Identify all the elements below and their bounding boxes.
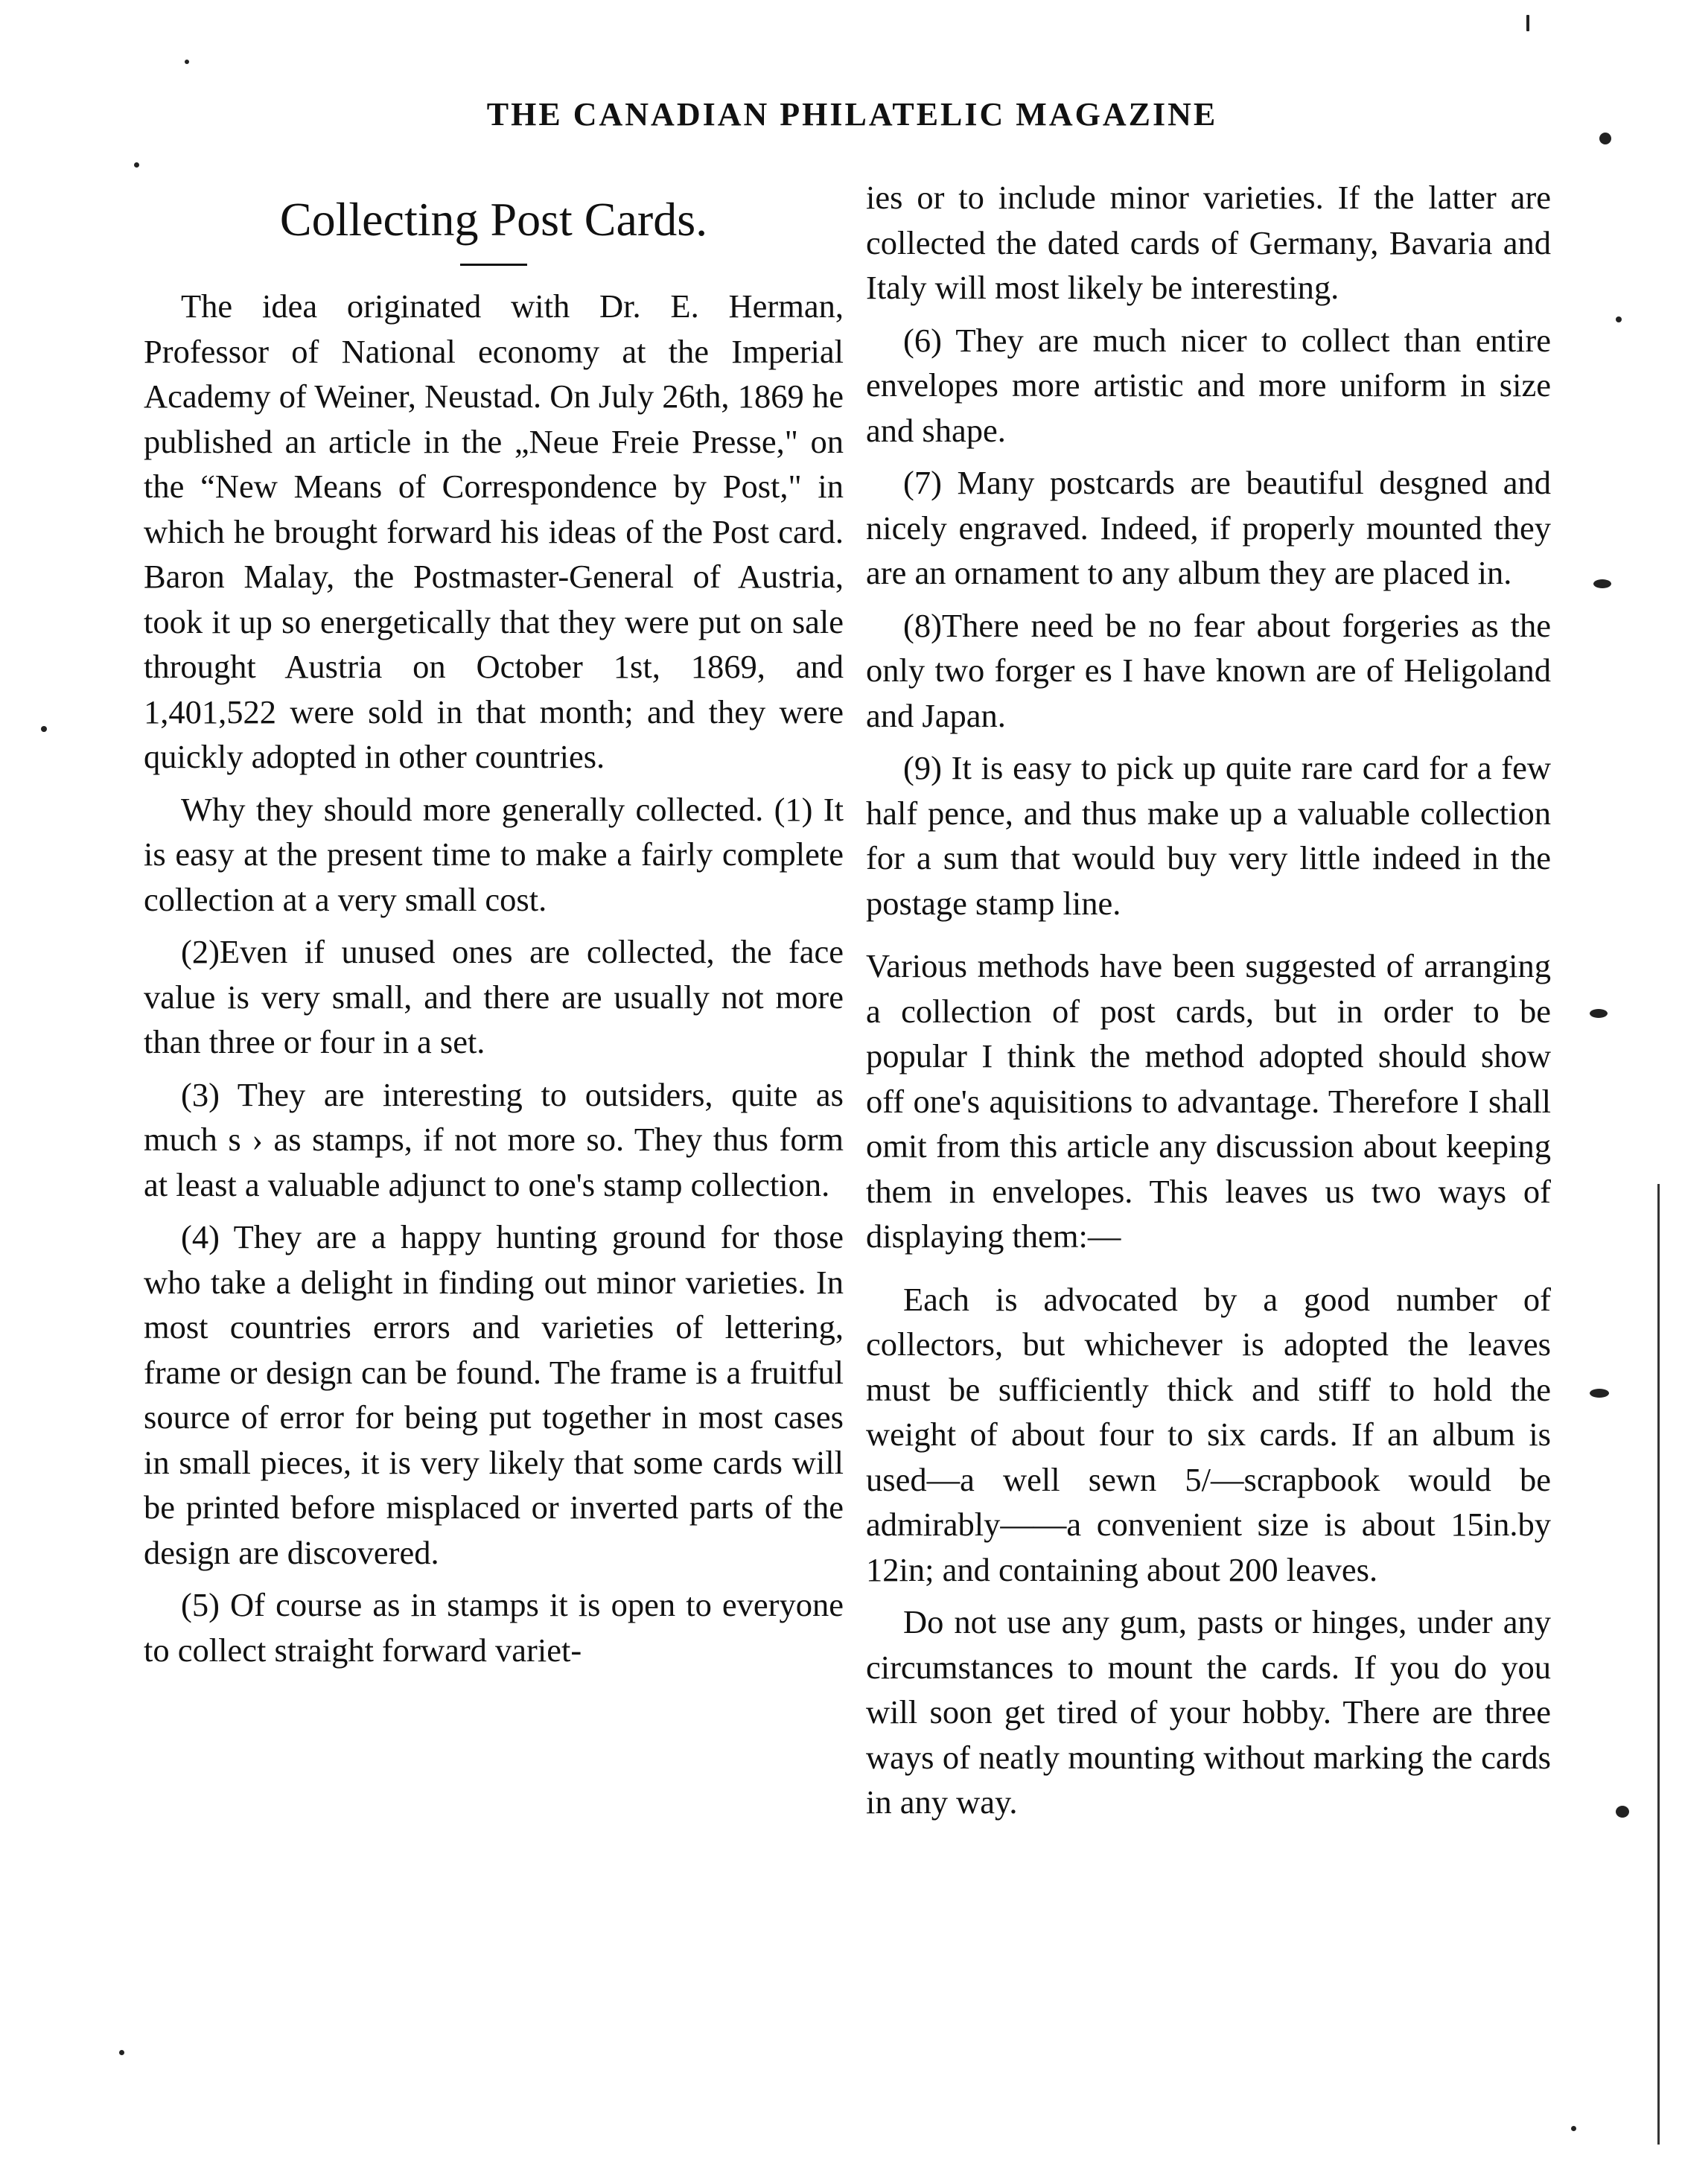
paragraph-reason-5-cont: ies or to include minor varieties. If the latter are collected the dated cards of Germany, Bavaria and Italy will most likely be interesting. xyxy=(866,179,1551,306)
paragraph-reason-5: (5) Of course as in stamps it is open to everyone to collect straight forward variet- xyxy=(144,1586,844,1669)
paragraph-methods: Various methods have been suggested of arranging a collection of post cards, but in order to be popular I think the method adopted should show off one's aquisitions to advantage. Therefore I shall omit from this article any discussion about keeping them in envelopes. This leaves us two ways of displaying them:— xyxy=(866,947,1551,1255)
paragraph-reason-4: (4) They are a happy hunting ground for those who take a delight in finding out minor varieties. In most countries errors and varieties of lettering, frame or design can be found. The frame is a fruitful source of error for being put together in most cases in small pieces, it is very likely that some cards will be printed before misplaced or inverted parts of the design are discovered. xyxy=(144,1218,844,1571)
title-divider xyxy=(460,264,527,266)
paragraph-leaves: Each is advocated by a good number of collectors, but whichever is adopted the leaves must be sufficiently thick and stiff to hold the weight of about four to six cards. If an album is used—a well sewn 5/—scrapbook would be admirably——a convenient size is about 15in.by 12in; and containing about 200 leaves. xyxy=(866,1280,1551,1588)
magazine-header xyxy=(0,95,1682,133)
paragraph-reason-7: (7) Many postcards are beautiful desgned and nicely engraved. Indeed, if properly mounted they are an ornament to any album they are placed in. xyxy=(866,464,1551,591)
paragraph-mounting: Do not use any gum, pasts or hinges, under any circumstances to mount the cards. If you do you will soon get tired of your hobby. There are three ways of neatly mounting without marking the cards in any way. xyxy=(866,1603,1551,1821)
paragraph-reason-3: (3) They are interesting to outsiders, quite as much s › as stamps, if not more so. They thus form at least a valuable adjunct to one's stamp collection. xyxy=(144,1075,844,1203)
right-column xyxy=(866,175,1551,1833)
paragraph-reason-1: Why they should more generally collected. (1) It is easy at the present time to make a fairly complete collection at a very small cost. xyxy=(144,790,844,918)
paragraph-reason-2: (2)Even if unused ones are collected, the face value is very small, and there are usually not more than three or four in a set. xyxy=(144,933,844,1060)
magazine-title: THE CANADIAN PHILATELIC MAGAZINE xyxy=(486,96,1218,133)
margin-rule xyxy=(1657,1184,1660,2145)
article-title: Collecting Post Cards. xyxy=(279,193,708,246)
paragraph-origin: The idea originated with Dr. E. Herman, Professor of National economy at the Imperial Academy of Weiner, Neustad. On July 26th, 1869 he published an article in the „Neue Freie Presse," on the “New Means of Correspondence by Post," in which he brought forward his ideas of the Post card. Baron Malay, the Postmaster-General of Austria, took it up so energetically that they were put on sale throught Austria on October 1st, 1869, and 1,401,522 were sold in that month; and they were quickly adopted in other countries. xyxy=(144,287,844,775)
paragraph-reason-9: (9) It is easy to pick up quite rare card for a few half pence, and thus make up a valuable collection for a sum that would buy very little indeed in the postage stamp line. xyxy=(866,749,1551,922)
paragraph-reason-8: (8)There need be no fear about forgeries as the only two forger es I have known are of Heligoland and Japan. xyxy=(866,606,1551,734)
left-column xyxy=(144,175,844,1680)
paragraph-reason-6: (6) They are much nicer to collect than entire envelopes more artistic and more uniform in size and shape. xyxy=(866,321,1551,449)
